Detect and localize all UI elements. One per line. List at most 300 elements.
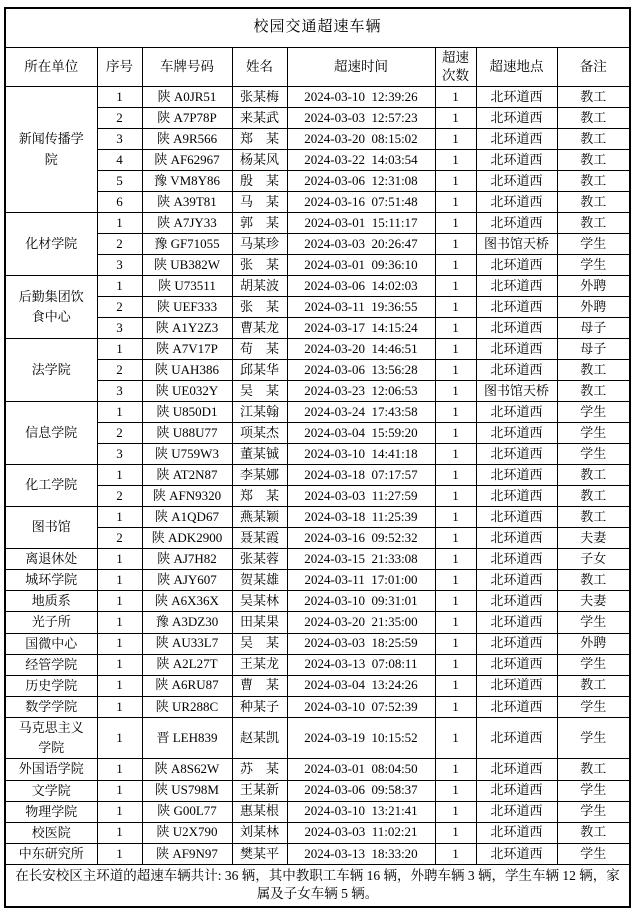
count-cell: 1 [435, 234, 476, 255]
table-row [5, 528, 630, 549]
count-cell: 1 [435, 381, 476, 402]
count-cell: 1 [435, 339, 476, 360]
col-header-unit: 所在单位 [5, 48, 97, 87]
count-cell: 1 [435, 591, 476, 612]
time-cell: 2024-03-17 14:15:24 [287, 318, 435, 339]
place-cell: 北环道西 [476, 276, 557, 297]
place-cell: 北环道西 [476, 444, 557, 465]
place-cell: 北环道西 [476, 465, 557, 486]
seq-cell: 1 [97, 633, 142, 654]
seq-cell: 1 [97, 276, 142, 297]
note-cell: 教工 [557, 675, 630, 696]
note-cell: 学生 [557, 255, 630, 276]
unit-cell: 图书馆 [5, 507, 97, 549]
seq-cell: 1 [97, 801, 142, 822]
note-cell: 外聘 [557, 297, 630, 318]
place-cell: 北环道西 [476, 759, 557, 780]
count-cell: 1 [435, 549, 476, 570]
note-cell: 学生 [557, 612, 630, 633]
place-cell: 北环道西 [476, 507, 557, 528]
place-cell: 北环道西 [476, 654, 557, 675]
name-cell: 聂某霞 [232, 528, 287, 549]
table-row [5, 696, 630, 717]
time-cell: 2024-03-24 17:43:58 [287, 402, 435, 423]
note-cell: 教工 [557, 150, 630, 171]
name-cell: 江某翰 [232, 402, 287, 423]
name-cell: 殷 某 [232, 171, 287, 192]
count-cell: 1 [435, 759, 476, 780]
place-cell: 北环道西 [476, 192, 557, 213]
count-cell: 1 [435, 654, 476, 675]
header-row [5, 48, 630, 87]
place-cell: 北环道西 [476, 213, 557, 234]
seq-cell: 6 [97, 192, 142, 213]
name-cell: 苟 某 [232, 339, 287, 360]
place-cell: 北环道西 [476, 843, 557, 864]
seq-cell: 1 [97, 822, 142, 843]
note-cell: 教工 [557, 381, 630, 402]
time-cell: 2024-03-20 08:15:02 [287, 129, 435, 150]
place-cell: 北环道西 [476, 612, 557, 633]
table-row [5, 381, 630, 402]
seq-cell: 2 [97, 234, 142, 255]
count-cell: 1 [435, 507, 476, 528]
time-cell: 2024-03-13 18:33:20 [287, 843, 435, 864]
time-cell: 2024-03-23 12:06:53 [287, 381, 435, 402]
plate-cell: 陕 AF62967 [142, 150, 232, 171]
table-row [5, 444, 630, 465]
note-cell: 夫妻 [557, 591, 630, 612]
seq-cell: 1 [97, 87, 142, 108]
table-row [5, 108, 630, 129]
seq-cell: 1 [97, 718, 142, 759]
plate-cell: 陕 A7V17P [142, 339, 232, 360]
plate-cell: 陕 AJY607 [142, 570, 232, 591]
time-cell: 2024-03-20 14:46:51 [287, 339, 435, 360]
name-cell: 惠某根 [232, 801, 287, 822]
time-cell: 2024-03-04 13:24:26 [287, 675, 435, 696]
count-cell: 1 [435, 780, 476, 801]
seq-cell: 2 [97, 528, 142, 549]
time-cell: 2024-03-01 15:11:17 [287, 213, 435, 234]
count-cell: 1 [435, 465, 476, 486]
table-row [5, 591, 630, 612]
count-cell: 1 [435, 402, 476, 423]
plate-cell: 陕 UAH386 [142, 360, 232, 381]
unit-cell: 物理学院 [5, 801, 97, 822]
plate-cell: 陕 U850D1 [142, 402, 232, 423]
plate-cell: 陕 AU33L7 [142, 633, 232, 654]
place-cell: 北环道西 [476, 486, 557, 507]
time-cell: 2024-03-01 09:36:10 [287, 255, 435, 276]
table-row [5, 276, 630, 297]
time-cell: 2024-03-03 18:25:59 [287, 633, 435, 654]
time-cell: 2024-03-10 14:41:18 [287, 444, 435, 465]
place-cell: 北环道西 [476, 339, 557, 360]
time-cell: 2024-03-03 12:57:23 [287, 108, 435, 129]
count-cell: 1 [435, 822, 476, 843]
place-cell: 北环道西 [476, 318, 557, 339]
seq-cell: 1 [97, 507, 142, 528]
unit-cell: 外国语学院 [5, 759, 97, 780]
time-cell: 2024-03-13 07:08:11 [287, 654, 435, 675]
place-cell: 北环道西 [476, 801, 557, 822]
time-cell: 2024-03-16 07:51:48 [287, 192, 435, 213]
name-cell: 曹某龙 [232, 318, 287, 339]
count-cell: 1 [435, 360, 476, 381]
time-cell: 2024-03-03 11:02:21 [287, 822, 435, 843]
note-cell: 母子 [557, 318, 630, 339]
name-cell: 吴 某 [232, 633, 287, 654]
plate-cell: 陕 U759W3 [142, 444, 232, 465]
col-header-count: 超速次数 [435, 48, 476, 87]
count-cell: 1 [435, 255, 476, 276]
table-row [5, 129, 630, 150]
plate-cell: 陕 U73511 [142, 276, 232, 297]
count-cell: 1 [435, 633, 476, 654]
seq-cell: 2 [97, 108, 142, 129]
unit-cell: 经管学院 [5, 654, 97, 675]
count-cell: 1 [435, 297, 476, 318]
time-cell: 2024-03-19 10:15:52 [287, 718, 435, 759]
plate-cell: 陕 A1Y2Z3 [142, 318, 232, 339]
name-cell: 张 某 [232, 297, 287, 318]
note-cell: 教工 [557, 129, 630, 150]
place-cell: 北环道西 [476, 528, 557, 549]
name-cell: 杨某风 [232, 150, 287, 171]
note-cell: 学生 [557, 780, 630, 801]
unit-cell: 城环学院 [5, 570, 97, 591]
name-cell: 董某铖 [232, 444, 287, 465]
note-cell: 外聘 [557, 633, 630, 654]
unit-cell: 数学学院 [5, 696, 97, 717]
plate-cell: 豫 A3DZ30 [142, 612, 232, 633]
count-cell: 1 [435, 192, 476, 213]
plate-cell: 陕 A2L27T [142, 654, 232, 675]
time-cell: 2024-03-06 14:02:03 [287, 276, 435, 297]
place-cell: 北环道西 [476, 402, 557, 423]
note-cell: 学生 [557, 234, 630, 255]
seq-cell: 1 [97, 591, 142, 612]
table-row [5, 718, 630, 759]
plate-cell: 陕 A1QD67 [142, 507, 232, 528]
time-cell: 2024-03-18 07:17:57 [287, 465, 435, 486]
col-header-time: 超速时间 [287, 48, 435, 87]
plate-cell: 陕 AT2N87 [142, 465, 232, 486]
unit-cell: 光子所 [5, 612, 97, 633]
time-cell: 2024-03-04 15:59:20 [287, 423, 435, 444]
table-row [5, 507, 630, 528]
plate-cell: 陕 A7P78P [142, 108, 232, 129]
unit-cell: 化材学院 [5, 213, 97, 276]
name-cell: 王某龙 [232, 654, 287, 675]
plate-cell: 陕 A9R566 [142, 129, 232, 150]
name-cell: 马某珍 [232, 234, 287, 255]
title-row [5, 8, 630, 48]
seq-cell: 2 [97, 423, 142, 444]
name-cell: 贺某雄 [232, 570, 287, 591]
time-cell: 2024-03-10 07:52:39 [287, 696, 435, 717]
name-cell: 曹 某 [232, 675, 287, 696]
seq-cell: 4 [97, 150, 142, 171]
time-cell: 2024-03-03 20:26:47 [287, 234, 435, 255]
seq-cell: 1 [97, 675, 142, 696]
plate-cell: 陕 UB382W [142, 255, 232, 276]
plate-cell: 陕 U88U77 [142, 423, 232, 444]
time-cell: 2024-03-20 21:35:00 [287, 612, 435, 633]
unit-cell: 马克思主义学院 [5, 718, 97, 759]
note-cell: 学生 [557, 444, 630, 465]
unit-cell: 化工学院 [5, 465, 97, 507]
seq-cell: 3 [97, 255, 142, 276]
name-cell: 张某蓉 [232, 549, 287, 570]
count-cell: 1 [435, 444, 476, 465]
place-cell: 北环道西 [476, 171, 557, 192]
place-cell: 北环道西 [476, 108, 557, 129]
name-cell: 郑 某 [232, 129, 287, 150]
unit-cell: 法学院 [5, 339, 97, 402]
note-cell: 外聘 [557, 276, 630, 297]
time-cell: 2024-03-16 09:52:32 [287, 528, 435, 549]
name-cell: 郑 某 [232, 486, 287, 507]
table-row [5, 549, 630, 570]
table-row [5, 570, 630, 591]
plate-cell: 陕 A6X36X [142, 591, 232, 612]
count-cell: 1 [435, 171, 476, 192]
name-cell: 吴某林 [232, 591, 287, 612]
time-cell: 2024-03-01 08:04:50 [287, 759, 435, 780]
count-cell: 1 [435, 718, 476, 759]
time-cell: 2024-03-22 14:03:54 [287, 150, 435, 171]
place-cell: 图书馆天桥 [476, 234, 557, 255]
table-row [5, 339, 630, 360]
seq-cell: 1 [97, 339, 142, 360]
place-cell: 北环道西 [476, 150, 557, 171]
note-cell: 学生 [557, 801, 630, 822]
unit-cell: 文学院 [5, 780, 97, 801]
table-row [5, 402, 630, 423]
note-cell: 夫妻 [557, 528, 630, 549]
note-cell: 教工 [557, 213, 630, 234]
place-cell: 北环道西 [476, 423, 557, 444]
plate-cell: 陕 AF9N97 [142, 843, 232, 864]
note-cell: 子女 [557, 549, 630, 570]
name-cell: 马 某 [232, 192, 287, 213]
time-cell: 2024-03-06 12:31:08 [287, 171, 435, 192]
table-row [5, 843, 630, 864]
seq-cell: 2 [97, 297, 142, 318]
col-header-name: 姓名 [232, 48, 287, 87]
table-row [5, 780, 630, 801]
place-cell: 北环道西 [476, 549, 557, 570]
note-cell: 教工 [557, 822, 630, 843]
name-cell: 田某果 [232, 612, 287, 633]
time-cell: 2024-03-06 09:58:37 [287, 780, 435, 801]
table-row [5, 465, 630, 486]
note-cell: 教工 [557, 192, 630, 213]
seq-cell: 1 [97, 759, 142, 780]
place-cell: 北环道西 [476, 675, 557, 696]
seq-cell: 1 [97, 570, 142, 591]
note-cell: 学生 [557, 654, 630, 675]
unit-cell: 中东研究所 [5, 843, 97, 864]
unit-cell: 信息学院 [5, 402, 97, 465]
note-cell: 教工 [557, 486, 630, 507]
time-cell: 2024-03-10 13:21:41 [287, 801, 435, 822]
time-cell: 2024-03-06 13:56:28 [287, 360, 435, 381]
unit-cell: 校医院 [5, 822, 97, 843]
unit-cell: 国微中心 [5, 633, 97, 654]
time-cell: 2024-03-10 09:31:01 [287, 591, 435, 612]
seq-cell: 3 [97, 318, 142, 339]
count-cell: 1 [435, 843, 476, 864]
table-row [5, 150, 630, 171]
note-cell: 教工 [557, 171, 630, 192]
place-cell: 图书馆天桥 [476, 381, 557, 402]
count-cell: 1 [435, 129, 476, 150]
col-header-seq: 序号 [97, 48, 142, 87]
plate-cell: 陕 US798M [142, 780, 232, 801]
table-row [5, 801, 630, 822]
count-cell: 1 [435, 423, 476, 444]
table-row [5, 675, 630, 696]
seq-cell: 1 [97, 696, 142, 717]
campus-speeding-table [4, 7, 631, 908]
note-cell: 教工 [557, 759, 630, 780]
seq-cell: 3 [97, 381, 142, 402]
note-cell: 母子 [557, 339, 630, 360]
plate-cell: 陕 A6RU87 [142, 675, 232, 696]
summary-row [5, 865, 630, 907]
count-cell: 1 [435, 696, 476, 717]
table-row [5, 171, 630, 192]
count-cell: 1 [435, 213, 476, 234]
count-cell: 1 [435, 675, 476, 696]
table-row [5, 213, 630, 234]
time-cell: 2024-03-11 19:36:55 [287, 297, 435, 318]
table-row [5, 633, 630, 654]
name-cell: 来某武 [232, 108, 287, 129]
time-cell: 2024-03-11 17:01:00 [287, 570, 435, 591]
name-cell: 苏 某 [232, 759, 287, 780]
place-cell: 北环道西 [476, 696, 557, 717]
plate-cell: 陕 U2X790 [142, 822, 232, 843]
table-row [5, 87, 630, 108]
table-row [5, 318, 630, 339]
note-cell: 教工 [557, 570, 630, 591]
table-row [5, 360, 630, 381]
seq-cell: 1 [97, 465, 142, 486]
place-cell: 北环道西 [476, 87, 557, 108]
name-cell: 张某梅 [232, 87, 287, 108]
name-cell: 王某新 [232, 780, 287, 801]
table-row [5, 822, 630, 843]
table-body [5, 87, 630, 865]
plate-cell: 陕 A7JY33 [142, 213, 232, 234]
name-cell: 燕某颖 [232, 507, 287, 528]
col-header-plate: 车牌号码 [142, 48, 232, 87]
count-cell: 1 [435, 528, 476, 549]
unit-cell: 地质系 [5, 591, 97, 612]
count-cell: 1 [435, 486, 476, 507]
name-cell: 邱某华 [232, 360, 287, 381]
seq-cell: 1 [97, 549, 142, 570]
plate-cell: 陕 AJ7H82 [142, 549, 232, 570]
name-cell: 吴 某 [232, 381, 287, 402]
table-row [5, 423, 630, 444]
table-row [5, 612, 630, 633]
table-row [5, 654, 630, 675]
name-cell: 樊某平 [232, 843, 287, 864]
seq-cell: 1 [97, 402, 142, 423]
time-cell: 2024-03-15 21:33:08 [287, 549, 435, 570]
place-cell: 北环道西 [476, 360, 557, 381]
unit-cell: 后勤集团饮食中心 [5, 276, 97, 339]
name-cell: 胡某波 [232, 276, 287, 297]
plate-cell: 陕 A0JR51 [142, 87, 232, 108]
col-header-location: 超速地点 [476, 48, 557, 87]
table-row [5, 192, 630, 213]
seq-cell: 1 [97, 612, 142, 633]
table-title: 校园交通超速车辆 [5, 8, 630, 48]
count-cell: 1 [435, 801, 476, 822]
seq-cell: 2 [97, 486, 142, 507]
table-row [5, 486, 630, 507]
time-cell: 2024-03-18 11:25:39 [287, 507, 435, 528]
plate-cell: 陕 A39T81 [142, 192, 232, 213]
seq-cell: 1 [97, 213, 142, 234]
note-cell: 教工 [557, 360, 630, 381]
count-cell: 1 [435, 318, 476, 339]
place-cell: 北环道西 [476, 129, 557, 150]
col-header-remark: 备注 [557, 48, 630, 87]
unit-cell: 新闻传播学院 [5, 87, 97, 213]
note-cell: 教工 [557, 507, 630, 528]
plate-cell: 陕 AFN9320 [142, 486, 232, 507]
plate-cell: 豫 GF71055 [142, 234, 232, 255]
name-cell: 刘某林 [232, 822, 287, 843]
count-cell: 1 [435, 612, 476, 633]
note-cell: 学生 [557, 843, 630, 864]
count-cell: 1 [435, 570, 476, 591]
note-cell: 学生 [557, 718, 630, 759]
time-cell: 2024-03-03 11:27:59 [287, 486, 435, 507]
note-cell: 学生 [557, 423, 630, 444]
name-cell: 郭 某 [232, 213, 287, 234]
note-cell: 教工 [557, 465, 630, 486]
count-cell: 1 [435, 276, 476, 297]
count-cell: 1 [435, 87, 476, 108]
seq-cell: 5 [97, 171, 142, 192]
note-cell: 学生 [557, 696, 630, 717]
plate-cell: 陕 ADK2900 [142, 528, 232, 549]
plate-cell: 陕 UR288C [142, 696, 232, 717]
seq-cell: 3 [97, 129, 142, 150]
note-cell: 教工 [557, 87, 630, 108]
table-row [5, 234, 630, 255]
summary-note: 在长安校区主环道的超速车辆共计: 36 辆，其中教职工车辆 16 辆，外聘车辆 3 辆，学生车辆 12 辆，家属及子女车辆 5 辆。 [5, 865, 630, 907]
count-cell: 1 [435, 150, 476, 171]
seq-cell: 1 [97, 654, 142, 675]
plate-cell: 陕 A8S62W [142, 759, 232, 780]
time-cell: 2024-03-10 12:39:26 [287, 87, 435, 108]
plate-cell: 晋 LEH839 [142, 718, 232, 759]
plate-cell: 陕 UEF333 [142, 297, 232, 318]
name-cell: 赵某凯 [232, 718, 287, 759]
place-cell: 北环道西 [476, 822, 557, 843]
plate-cell: 豫 VM8Y86 [142, 171, 232, 192]
place-cell: 北环道西 [476, 255, 557, 276]
